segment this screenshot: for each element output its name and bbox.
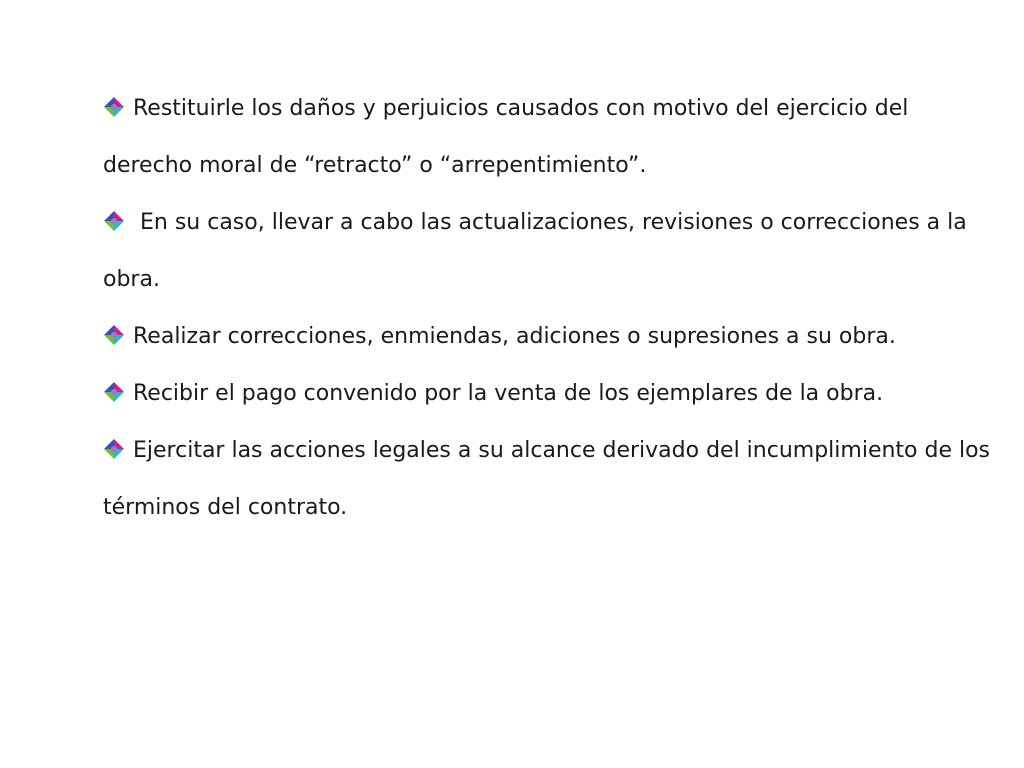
multicolor-gem-bullet-icon [103, 438, 125, 460]
bullet-item-2 [103, 194, 993, 308]
bullet-item-5 [103, 422, 993, 536]
multicolor-gem-bullet-icon [103, 210, 125, 232]
bullet-item-4 [103, 365, 993, 422]
bullet-item-1 [103, 80, 993, 194]
bullet-item-3 [103, 308, 993, 365]
bullet-text: En su caso, llevar a cabo las actualizaciones, revisiones o correcciones a la obra. [103, 210, 967, 292]
bullet-text: Realizar correcciones, enmiendas, adiciones o supresiones a su obra. [133, 324, 896, 349]
multicolor-gem-bullet-icon [103, 96, 125, 118]
multicolor-gem-bullet-icon [103, 381, 125, 403]
bullet-text: Restituirle los daños y perjuicios causados con motivo del ejercicio del derecho moral de “retracto” o “arrepentimiento”. [103, 96, 909, 178]
multicolor-gem-bullet-icon [103, 324, 125, 346]
bullet-list [103, 80, 993, 536]
bullet-text: Ejercitar las acciones legales a su alcance derivado del incumplimiento de los términos del contrato. [103, 438, 991, 520]
bullet-text: Recibir el pago convenido por la venta de los ejemplares de la obra. [133, 381, 884, 406]
